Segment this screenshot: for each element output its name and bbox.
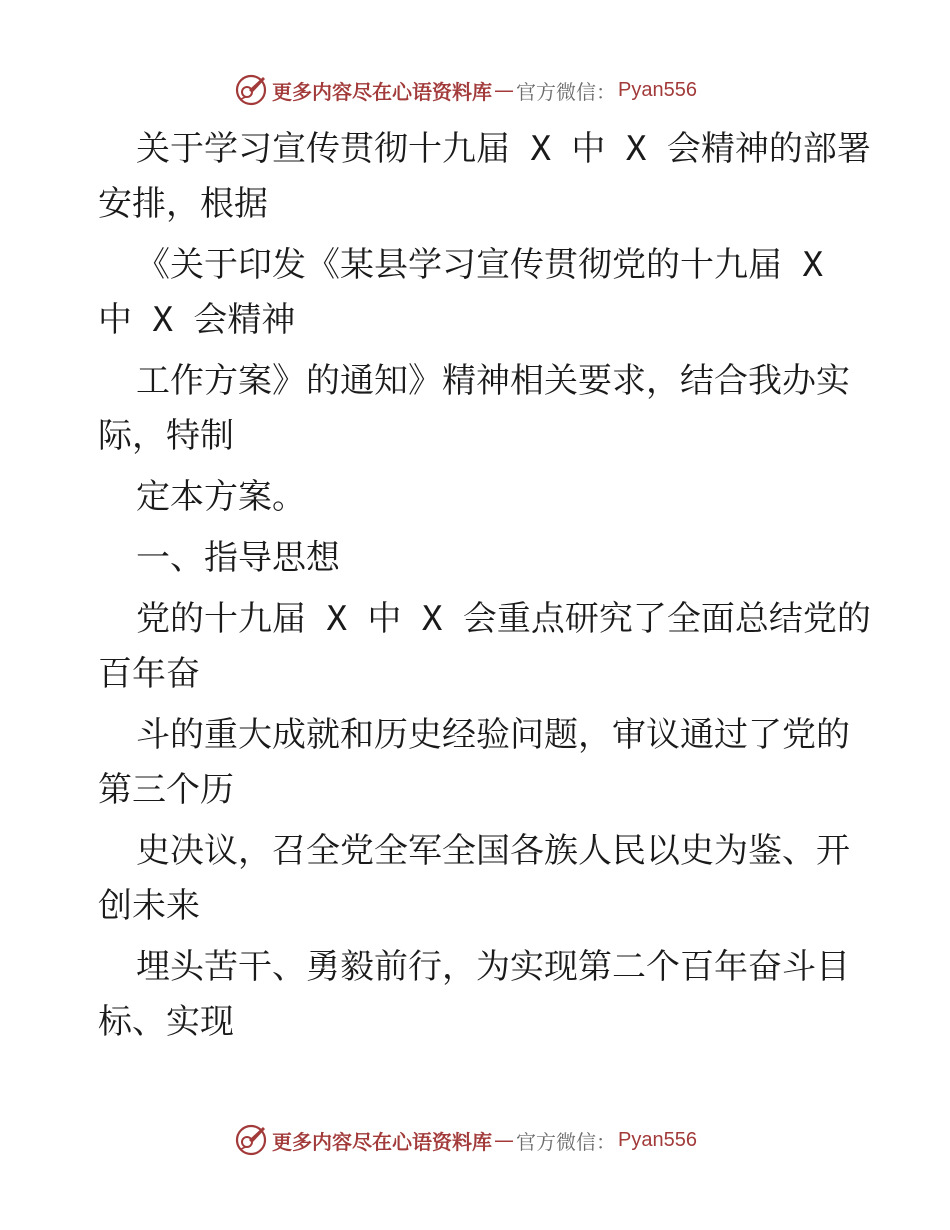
text-line: 安排，根据 [98, 184, 268, 224]
text-line: 史决议，召全党全军全国各族人民以史为鉴、开 [136, 831, 850, 871]
header-wechat-label: 官方微信： [516, 79, 616, 104]
text-line: 创未来 [98, 886, 200, 926]
footer-separator: — [494, 1128, 514, 1152]
text-line: 工作方案》的通知》精神相关要求，结合我办实 [136, 361, 850, 401]
text-line: 第三个历 [98, 770, 234, 810]
footer-watermark [234, 1120, 714, 1160]
text-line: 一、指导思想 [136, 538, 340, 578]
quill-pen-logo-icon [234, 1123, 268, 1157]
text-line: 定本方案。 [136, 477, 306, 517]
text-line: 党的十九届 X 中 X 会重点研究了全面总结党的 [136, 599, 871, 639]
text-line: 《关于印发《某县学习宣传贯彻党的十九届 X [136, 245, 823, 285]
text-line: 际，特制 [98, 416, 234, 456]
text-line: 百年奋 [98, 654, 200, 694]
header-brand-text: 更多内容尽在心语资料库 [272, 79, 492, 104]
text-line: 埋头苦干、勇毅前行，为实现第二个百年奋斗目 [136, 947, 850, 987]
header-watermark [234, 70, 714, 110]
text-line: 标、实现 [98, 1002, 234, 1042]
text-line: 斗的重大成就和历史经验问题，审议通过了党的 [136, 715, 850, 755]
footer-wechat-label: 官方微信： [516, 1129, 616, 1154]
footer-brand-text: 更多内容尽在心语资料库 [272, 1129, 492, 1154]
header-wechat-account: Pyan556 [618, 78, 697, 101]
footer-wechat-account: Pyan556 [618, 1128, 697, 1151]
quill-pen-logo-icon [234, 73, 268, 107]
text-line: 关于学习宣传贯彻十九届 X 中 X 会精神的部署 [136, 129, 871, 169]
document-body [98, 122, 871, 1056]
text-line: 中 X 会精神 [98, 300, 296, 340]
header-separator: — [494, 78, 514, 102]
